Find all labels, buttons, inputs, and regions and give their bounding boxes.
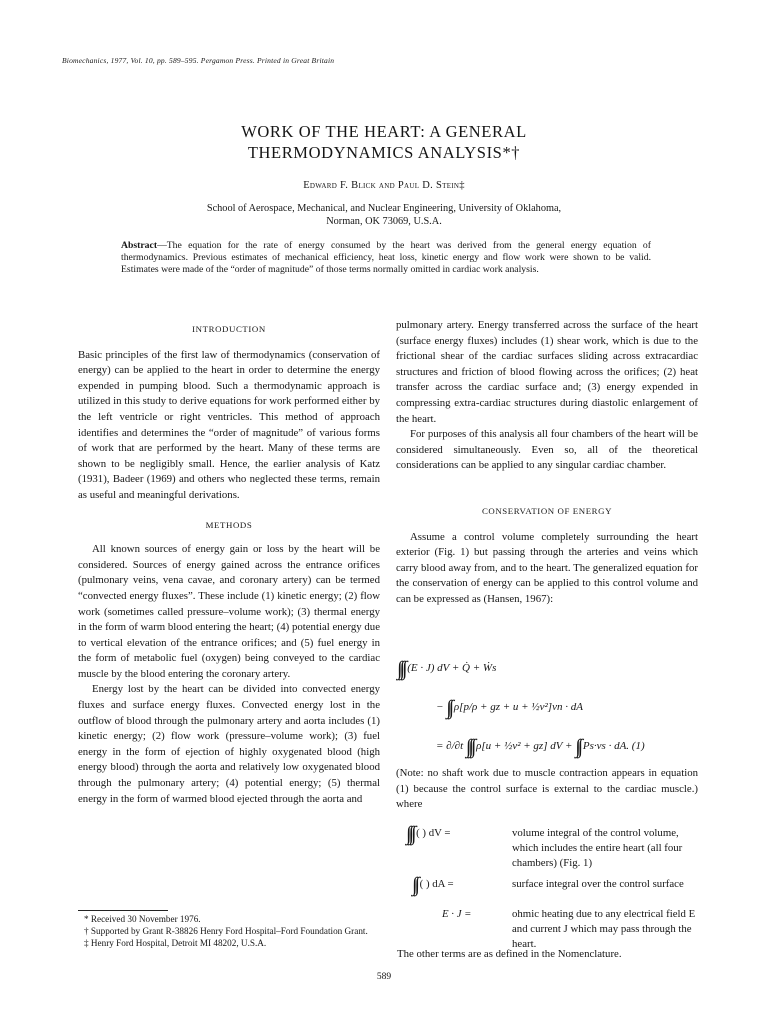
equation-line-1: ∫∫∫ (E · J) dV + Q̇ + Ẇs	[397, 658, 497, 680]
equation-term-3b: Ps·vs · dA. (1)	[582, 740, 645, 752]
title-line-2: THERMODYNAMICS ANALYSIS*†	[247, 143, 521, 162]
definition-da: ∫∫ ( ) dA =	[412, 874, 454, 896]
introduction-paragraph: Basic principles of the first law of thermodynamics (conservation of energy) can be applied to the heart in order to determine the energy expended in pumping blood. Such a thermodynamic approach is utilized in this study to derive equations for work performed either by the left ventricle or right ventricles. This method of approach identifies and determines the “order of magnitude” of various forms of work that are performed by the heart. Many of these terms are shown to be negligibly small. Hence, the earlier analysis of Katz (1931), Badeer (1969) and others who neglected these terms, remain as useful and meaningful derivations.	[78, 348, 380, 501]
definition-ohmic-text: ohmic heating due to any electrical field E and current J which may pass through the heart.	[512, 908, 696, 950]
abstract-text: —The equation for the rate of energy consumed by the heart was derived from the general energy equation of thermodynamics. Previous estimates of mechanical efficiency, heat loss, kinetic energy and flow work were shown to be valid. Estimates were made of the “order of magnitude” of those terms normally omitted in cardiac work analysis.	[121, 240, 651, 275]
footnote-affiliation: ‡ Henry Ford Hospital, Detroit MI 48202, U.S.A.	[84, 937, 267, 948]
affiliation	[0, 203, 768, 228]
equation-term-3a: ρ[u + ½v² + gz] dV +	[476, 740, 573, 752]
page-number: 589	[376, 972, 392, 982]
conservation-heading: CONSERVATION OF ENERGY	[481, 505, 613, 516]
methods-paragraph-2: Energy lost by the heart can be divided into convected energy fluxes and surface energy fluxes. Convected energy lost in the outflow of blood through the pulmonary artery and aorta includes (1) kinetic energy; (2) flow work (pressure–volume work); (3) fuel energy in the form of ejection of highly oxygenated blood (high energy blood) through the aorta and relatively low oxygenated blood through the pulmonary artery; (4) potential energy; (5) thermal energy in the form of warmed blood ejected through the aorta and	[78, 683, 380, 805]
equation-term-1: (E · J) dV + Q̇ + Ẇs	[407, 662, 497, 674]
right-column	[396, 318, 698, 608]
conservation-paragraph: Assume a control volume completely surrounding the heart exterior (Fig. 1) but passing through the arteries and veins which carry blood away from, and to the heart. The generalized equation for the conservation of energy can be applied to this control volume and can be expressed as (Hansen, 1967):	[396, 530, 698, 605]
left-column	[78, 322, 380, 807]
methods-paragraph-1: All known sources of energy gain or loss by the heart will be considered. Sources of energy gained across the entrance orifices (pulmonary veins, vena cavae, and coronary artery) can be termed “convected energy fluxes”. These include (1) kinetic energy; (2) flow work (sometimes called pressure–volume work); (3) thermal energy in the form of warm blood entering the heart; (4) potential energy due to vertical elevation of the entrance orifices; and (5) fuel energy in the form of metabolic fuel (oxygen) being conveyed to the cardiac muscle by the blood entering the coronary artery.	[78, 543, 380, 680]
definition-dv-term: ( ) dV =	[416, 827, 451, 839]
definition-da-term: ( ) dA =	[419, 878, 454, 890]
equation-line-2: − ∫∫ ρ[p/ρ + gz + u + ½v²]vn · dA	[436, 697, 583, 719]
journal-citation: Biomechanics, 1977, Vol. 10, pp. 589–595. Pergamon Press. Printed in Great Britain	[62, 56, 335, 65]
footnote-received: * Received 30 November 1976.	[84, 914, 201, 924]
equation-line-3: = ∂/∂t ∫∫∫ ρ[u + ½v² + gz] dV + ∫∫ Ps·vs · dA. (1)	[436, 736, 645, 758]
definition-dv: ∫∫∫ ( ) dV =	[406, 823, 451, 845]
right-paragraph-1: pulmonary artery. Energy transferred across the surface of the heart (surface energy fluxes) includes (1) shear work, which is due to the frictional shear of the cardiac surfaces sliding across extracardiac structures and friction of blood flowing across the orifices; (2) heat transfer across the cardiac surface and; (3) energy expended in compressing extra-cardiac structures during diastolic enlargement of the heart.	[396, 319, 698, 425]
abstract-label: Abstract	[121, 240, 158, 251]
abstract	[121, 240, 651, 275]
affiliation-line-1: School of Aerospace, Mechanical, and Nuclear Engineering, University of Oklahoma,	[206, 203, 562, 214]
methods-heading: METHODS	[205, 519, 253, 530]
title-line-1: WORK OF THE HEART: A GENERAL	[241, 122, 527, 141]
definition-da-text: surface integral over the control surface	[512, 878, 684, 890]
equation-term-2: ρ[p/ρ + gz + u + ½v²]vn · dA	[453, 701, 583, 713]
right-paragraph-2: For purposes of this analysis all four chambers of the heart will be considered simultaneously. Even so, all of the theoretical considerations can be applied to any singular cardiac chamber.	[396, 428, 698, 472]
authors: Edward F. Blick and Paul D. Stein‡	[303, 180, 465, 191]
footnotes	[84, 914, 384, 949]
footnote-support: † Supported by Grant R-38826 Henry Ford Hospital–Ford Foundation Grant.	[84, 925, 368, 936]
affiliation-line-2: Norman, OK 73069, U.S.A.	[326, 215, 442, 227]
paper-title	[0, 121, 768, 163]
definition-dv-text: volume integral of the control volume, which includes the entire heart (all four chambers) (Fig. 1)	[512, 827, 683, 869]
equation-note: (Note: no shaft work due to muscle contraction appears in equation (1) because the control surface is external to the cardiac muscle.) where	[396, 767, 698, 811]
footnote-rule	[78, 910, 168, 911]
definition-ohmic-term: E · J =	[442, 908, 472, 920]
journal-header	[62, 56, 334, 65]
nomenclature-line: The other terms are as defined in the Nomenclature.	[397, 948, 622, 960]
introduction-heading: INTRODUCTION	[192, 324, 266, 334]
